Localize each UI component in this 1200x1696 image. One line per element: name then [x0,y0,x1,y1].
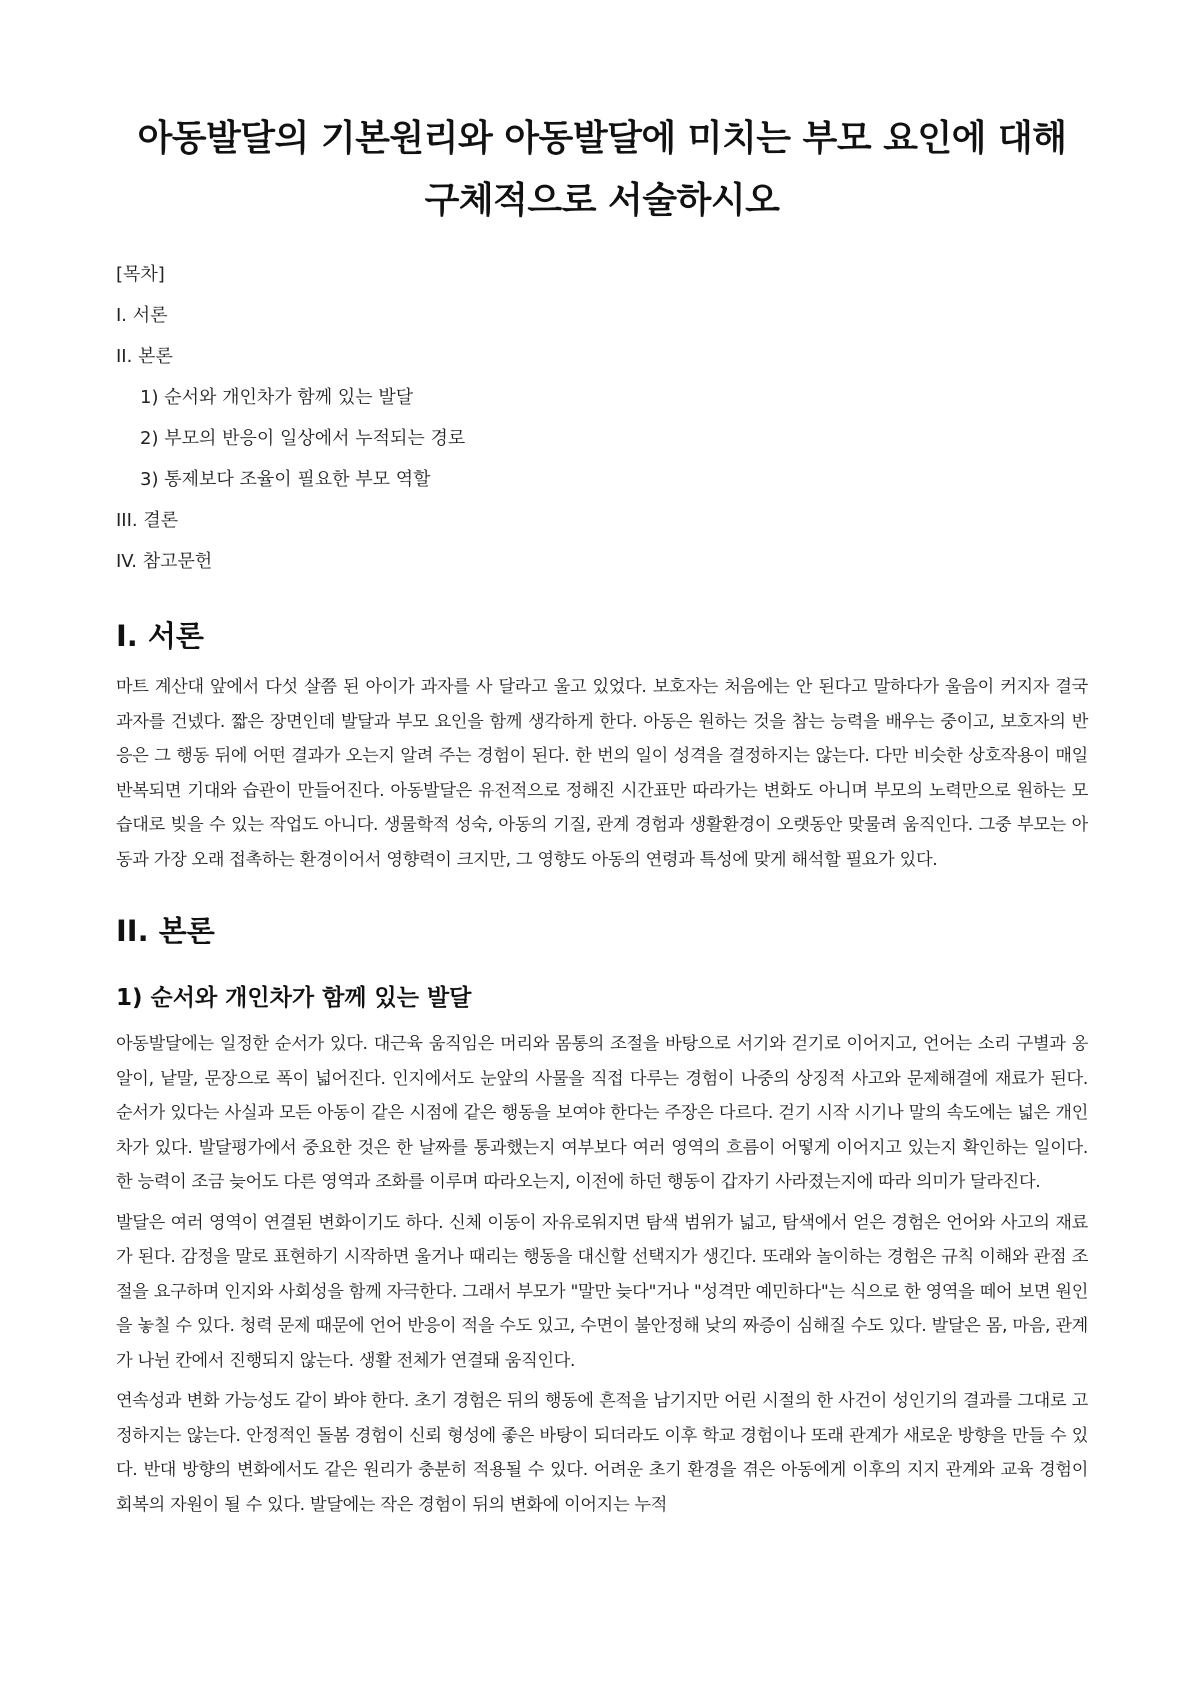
subsection-heading-1: 1) 순서와 개인차가 함께 있는 발달 [116,985,472,1011]
toc-item: II. 본론 [116,346,173,367]
section-heading-body: II. 본론 [116,914,215,948]
toc-subitem: 3) 통제보다 조율이 필요한 부모 역할 [140,469,431,490]
table-of-contents [116,254,1088,582]
section-heading-intro: I. 서론 [116,619,204,653]
toc-heading: [목차] [116,264,165,285]
body-paragraph: 연속성과 변화 가능성도 같이 봐야 한다. 초기 경험은 뒤의 행동에 흔적을 남기지만 어린 시절의 한 사건이 성인기의 결과를 그대로 고정하지는 않는다. 안정적인 돌봄 경험이 신뢰 형성에 좋은 바탕이 되더라도 이후 학교 경험이나 또래 관계가 새로운 방향을 만들 수 있다. 반대 방향의 변화에서도 같은 원리가 충분히 적용될 수 있다. 어려운 초기 환경을 겪은 아동에게 이후의 지지 관계와 교육 경험이 회복의 자원이 될 수 있다. 발달에는 작은 경험이 뒤의 변화에 이어지는 누적 [116,1391,1088,1515]
body-paragraph: 아동발달에는 일정한 순서가 있다. 대근육 움직임은 머리와 몸통의 조절을 바탕으로 서기와 걷기로 이어지고, 언어는 소리 구별과 옹알이, 낱말, 문장으로 폭이 넓어진다. 인지에서도 눈앞의 사물을 직접 다루는 경험이 나중의 상징적 사고와 문제해결에 재료가 된다. 순서가 있다는 사실과 모든 아동이 같은 시점에 같은 행동을 보여야 한다는 주장은 다르다. 걷기 시작 시기나 말의 속도에는 넓은 개인차가 있다. 발달평가에서 중요한 것은 한 날짜를 통과했는지 여부보다 여러 영역의 흐름이 어떻게 이어지고 있는지 확인하는 일이다. 한 능력이 조금 늦어도 다른 영역과 조화를 이루며 따라오는지, 이전에 하던 행동이 갑자기 사라졌는지에 따라 의미가 달라진다. [116,1034,1088,1192]
toc-subitem: 1) 순서와 개인차가 함께 있는 발달 [140,387,414,408]
body-paragraph: 발달은 여러 영역이 연결된 변화이기도 하다. 신체 이동이 자유로워지면 탐색 범위가 넓고, 탐색에서 얻은 경험은 언어와 사고의 재료가 된다. 감정을 말로 표현하기 시작하면 울거나 때리는 행동을 대신할 선택지가 생긴다. 또래와 놀이하는 경험은 규칙 이해와 관점 조절을 요구하며 인지와 사회성을 함께 자극한다. 그래서 부모가 "말만 늦다"거나 "성격만 예민하다"는 식으로 한 영역을 떼어 보면 원인을 놓칠 수 있다. 청력 문제 때문에 언어 반응이 적을 수도 있고, 수면이 불안정해 낮의 짜증이 심해질 수도 있다. 발달은 몸, 마음, 관계가 나뉜 칸에서 진행되지 않는다. 생활 전체가 연결돼 움직인다. [116,1212,1088,1371]
toc-item: IV. 참고문헌 [116,551,213,572]
toc-subitem: 2) 부모의 반응이 일상에서 누적되는 경로 [140,428,466,449]
toc-item: I. 서론 [116,305,168,326]
intro-paragraph: 마트 계산대 앞에서 다섯 살쯤 된 아이가 과자를 사 달라고 울고 있었다. 보호자는 처음에는 안 된다고 말하다가 울음이 커지자 결국 과자를 건넸다. 짧은 장면인데 발달과 부모 요인을 함께 생각하게 한다. 아동은 원하는 것을 참는 능력을 배우는 중이고, 보호자의 반응은 그 행동 뒤에 어떤 결과가 오는지 알려 주는 경험이 된다. 한 번의 일이 성격을 결정하지는 않는다. 다만 비슷한 상호작용이 매일 반복되면 기대와 습관이 만들어진다. 아동발달은 유전적으로 정해진 시간표만 따라가는 변화도 아니며 부모의 노력만으로 원하는 모습대로 빚을 수 있는 작업도 아니다. 생물학적 성숙, 아동의 기질, 관계 경험과 생활환경이 오랫동안 맞물려 움직인다. 그중 부모는 아동과 가장 오래 접촉하는 환경이어서 영향력이 크지만, 그 영향도 아동의 연령과 특성에 맞게 해석할 필요가 있다. [116,677,1088,870]
toc-item: III. 결론 [116,510,179,531]
document-title: 아동발달의 기본원리와 아동발달에 미치는 부모 요인에 대해 구체적으로 서술하시오 [137,118,1067,221]
